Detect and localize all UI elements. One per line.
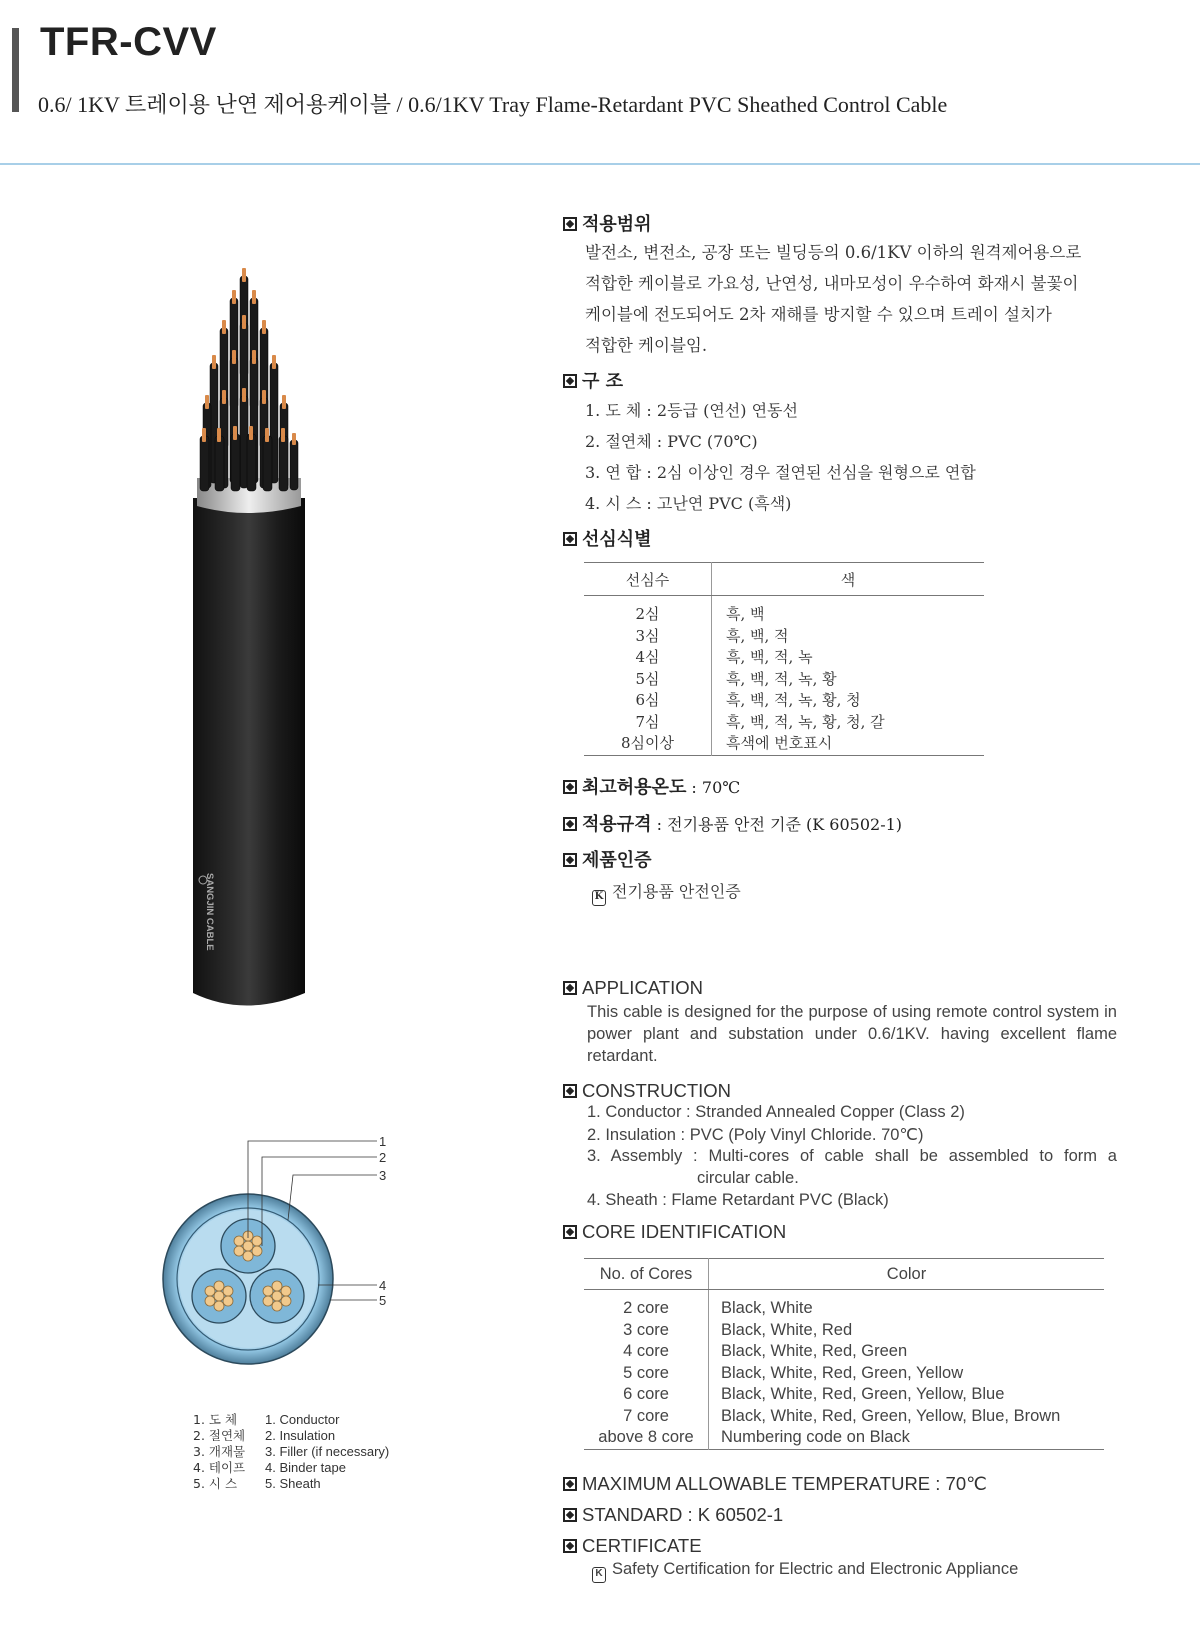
table-row: [584, 1363, 1104, 1385]
section-bullet-icon: [563, 853, 577, 867]
legend-item: 5. 시 스: [193, 1476, 238, 1491]
table-row: [584, 1384, 1104, 1406]
ko-standard: 적용규격 : 전기용품 안전 기준 (K 60502-1): [563, 810, 902, 836]
en-core-id-table: [584, 1258, 1104, 1450]
ko-application-text: 발전소, 변전소, 공장 또는 빌딩등의 0.6/1KV 이하의 원격제어용으로 적합한 케이블로 가요성, 난연성, 내마모성이 우수하여 화재시 불꽃이 케이블에 전도되어도 2차 재해를 방지할 수 있으며 트레이 설치가 적합한 케이블임.: [585, 243, 1082, 355]
section-bullet-icon: [563, 780, 577, 794]
core-count-cell: 2 core: [584, 1290, 709, 1320]
core-count-cell: above 8 core: [584, 1427, 709, 1449]
legend-item: 4. Binder tape: [265, 1460, 346, 1475]
table-header: 색: [712, 563, 985, 596]
table-row: [584, 690, 984, 712]
en-standard: STANDARD : K 60502-1: [563, 1504, 783, 1526]
color-cell: Black, White, Red, Green, Yellow, Blue: [721, 1385, 1005, 1403]
table-row: [584, 647, 984, 669]
table-row: [584, 1341, 1104, 1363]
page-subtitle: 0.6/ 1KV 트레이용 난연 제어용케이블 / 0.6/1KV Tray Flame-Retardant PVC Sheathed Control Cable: [38, 92, 948, 117]
core-count-cell: 7심: [584, 712, 712, 734]
color-cell: Black, White, Red, Green, Yellow: [721, 1363, 964, 1382]
en-max-temp: MAXIMUM ALLOWABLE TEMPERATURE : 70℃: [563, 1473, 987, 1495]
cable-brand-text: SANGJIN CABLE: [204, 873, 215, 951]
color-cell: 흑, 백, 적, 녹, 황, 청: [726, 691, 861, 709]
cross-section-diagram: [160, 1134, 400, 1405]
section-bullet-icon: [563, 1084, 577, 1098]
color-cell: Black, White, Red: [721, 1320, 853, 1339]
color-cell: 흑, 백, 적, 녹: [726, 648, 813, 666]
core-count-cell: 8심이상: [584, 733, 712, 755]
title-accent-bar: [12, 28, 19, 112]
table-header: Color: [709, 1259, 1105, 1290]
ko-construction-heading: 구 조: [563, 367, 623, 393]
ko-construction-item: 1. 도 체 : 2등급 (연선) 연동선: [585, 401, 798, 420]
section-bullet-icon: [563, 1225, 577, 1239]
ko-certificate-heading: 제품인증: [563, 846, 652, 872]
en-application-heading: APPLICATION: [563, 977, 703, 999]
header-divider: [0, 163, 1200, 165]
table-row: [584, 596, 984, 626]
color-cell: 흑, 백, 적, 녹, 황: [726, 669, 837, 688]
core-count-cell: 2심: [584, 596, 712, 626]
callout-2: 2: [379, 1150, 387, 1165]
color-cell: 흑, 백: [726, 605, 765, 623]
callout-3: 3: [379, 1168, 387, 1183]
kc-mark-icon: K: [592, 890, 606, 906]
en-application-text: This cable is designed for the purpose of using remote control system in power plant and substation under 0.6/1KV. having excellent flame retardant.: [587, 1003, 1117, 1065]
section-bullet-icon: [563, 1539, 577, 1553]
table-row: [584, 1406, 1104, 1428]
core-count-cell: 4 core: [584, 1341, 709, 1363]
callout-4: 4: [379, 1278, 387, 1293]
legend-english: [265, 1412, 389, 1492]
table-row: [584, 669, 984, 691]
section-bullet-icon: [563, 1477, 577, 1491]
ko-core-id-heading: 선심식별: [563, 525, 652, 551]
table-row: [584, 712, 984, 734]
table-header: 선심수: [584, 563, 712, 596]
en-construction-heading: CONSTRUCTION: [563, 1080, 731, 1102]
kc-mark-icon: K: [592, 1567, 606, 1583]
table-header: No. of Cores: [584, 1259, 709, 1290]
en-construction-item: 4. Sheath : Flame Retardant PVC (Black): [587, 1191, 889, 1209]
section-bullet-icon: [563, 981, 577, 995]
table-row: [584, 626, 984, 648]
legend-item: 3. 개재물: [193, 1444, 246, 1459]
en-construction-item: 3. Assembly : Multi-cores of cable shall be assembled to form a: [587, 1147, 1117, 1165]
core-count-cell: 5 core: [584, 1363, 709, 1385]
core-bundle: [200, 276, 298, 491]
color-cell: Black, White, Red, Green, Yellow, Blue, Brown: [721, 1406, 1061, 1425]
core-count-cell: 3심: [584, 626, 712, 648]
legend-korean: [193, 1412, 245, 1492]
section-bullet-icon: [563, 374, 577, 388]
legend-item: 3. Filler (if necessary): [265, 1444, 390, 1459]
legend-item: 4. 테이프: [193, 1460, 246, 1475]
section-bullet-icon: [563, 817, 577, 831]
en-certificate-value: K Safety Certification for Electric and Electronic Appliance: [592, 1560, 1018, 1583]
core-count-cell: 6심: [584, 690, 712, 712]
table-row: [584, 733, 984, 755]
page-title: TFR-CVV: [40, 20, 217, 64]
en-core-id-heading: CORE IDENTIFICATION: [563, 1221, 786, 1243]
en-construction-item: circular cable.: [697, 1169, 799, 1187]
section-bullet-icon: [563, 532, 577, 546]
color-cell: 흑, 백, 적, 녹, 황, 청, 갈: [726, 712, 885, 731]
table-row: [584, 1290, 1104, 1320]
color-cell: Black, White, Red, Green: [721, 1342, 908, 1360]
ko-certificate-value: K 전기용품 안전인증: [592, 879, 741, 906]
color-cell: 흑색에 번호표시: [726, 734, 833, 752]
ko-construction-item: 3. 연 합 : 2심 이상인 경우 절연된 선심을 원형으로 연합: [585, 463, 976, 482]
table-row: [584, 1320, 1104, 1342]
en-certificate-heading: CERTIFICATE: [563, 1535, 702, 1557]
legend-item: 5. Sheath: [265, 1476, 321, 1491]
callout-5: 5: [379, 1293, 387, 1308]
core-count-cell: 3 core: [584, 1320, 709, 1342]
cable-product-image: [185, 268, 315, 1018]
ko-max-temp: 최고허용온도 : 70℃: [563, 773, 740, 799]
callout-1: 1: [379, 1134, 387, 1149]
core-count-cell: 6 core: [584, 1384, 709, 1406]
core-count-cell: 5심: [584, 669, 712, 691]
core-count-cell: 4심: [584, 647, 712, 669]
ko-application-heading: 적용범위: [563, 210, 652, 236]
table-row: [584, 1427, 1104, 1449]
legend-item: 2. Insulation: [265, 1428, 336, 1443]
legend-item: 1. Conductor: [265, 1412, 340, 1427]
ko-core-id-table: [584, 562, 984, 756]
section-bullet-icon: [563, 1508, 577, 1522]
section-bullet-icon: [563, 217, 577, 231]
color-cell: Black, White: [721, 1299, 813, 1317]
en-construction-item: 2. Insulation : PVC (Poly Vinyl Chloride. 70℃): [587, 1126, 924, 1144]
core-count-cell: 7 core: [584, 1406, 709, 1428]
legend-item: 1. 도 체: [193, 1412, 238, 1427]
color-cell: Numbering code on Black: [721, 1428, 910, 1446]
color-cell: 흑, 백, 적: [726, 626, 789, 645]
en-construction-item: 1. Conductor : Stranded Annealed Copper (Class 2): [587, 1103, 965, 1121]
ko-construction-item: 2. 절연체 : PVC (70℃): [585, 432, 758, 451]
ko-construction-item: 4. 시 스 : 고난연 PVC (흑색): [585, 494, 792, 513]
legend-item: 2. 절연체: [193, 1428, 246, 1443]
